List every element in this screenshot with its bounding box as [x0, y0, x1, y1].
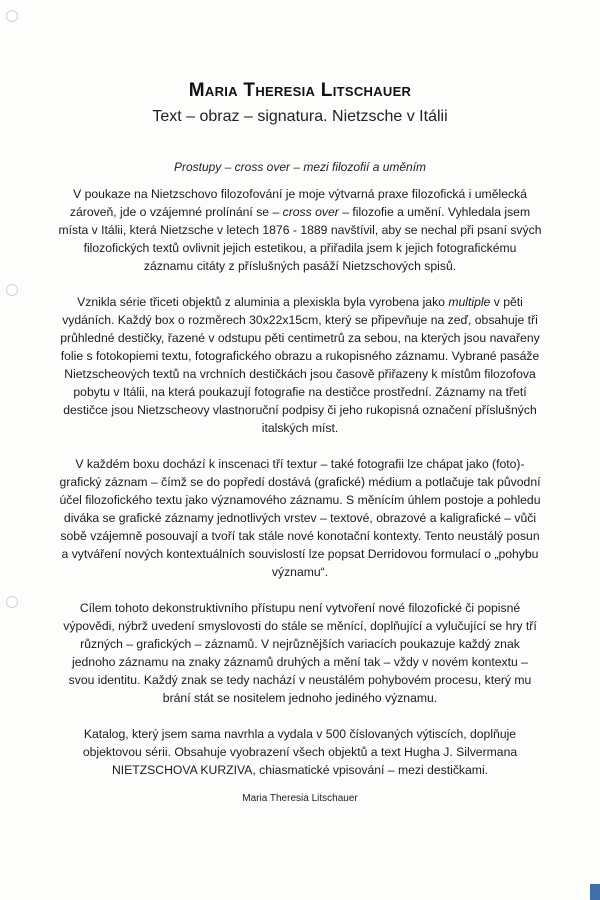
paragraph-text: Cílem tohoto dekonstruktivního přístupu není vytvoření nové filozofické či popisné výpovědi, nýbrž uvedení smyslovosti do stále se měnící, doplňující a vylučující se hry tří různých – grafických – záznamů. V nejrůznějších variacích poukazuje každý znak jednoho záznamu na znaky záznamů druhých a mění tak – vždy v novém kontextu – svou identitu. Každý znak se tedy nachází v neustálém pohybovém procesu, který mu brání stát se nositelem jednoho jediného významu. [63, 601, 537, 705]
paragraph-text: Vznikla série třiceti objektů z aluminia a plexiskla byla vyrobena jako [77, 295, 449, 309]
paragraph [58, 599, 542, 707]
paragraph [58, 185, 542, 275]
punch-hole [6, 596, 18, 608]
scan-edge-mark [590, 884, 600, 900]
document-subtitle: Prostupy – cross over – mezi filozofií a uměním [173, 160, 427, 174]
paragraph-text: v pěti vydáních. Každý box o rozměrech 30x22x15cm, který se připevňuje na zeď, obsahuje tři průhledné destičky, řazené v odstupu pěti centimetrů za sebou, na kterých jsou navařeny folie s fotokopiemi textu, fotografického obrazu a rukopisného záznamu. Vybrané pasáže Nietzscheových textů na vrchních destičkách jsou časově přiřazeny k místům filozofova pobytu v Itálii, na která poukazují fotografie na destičce prostřední. Záznamy na třetí destičce jsou Nietzscheovy vlastnoruční podpisy či jeho rukopisná označení příslušných italských míst. [60, 295, 540, 435]
paragraph [58, 725, 542, 779]
document-body [58, 185, 542, 797]
signature: Maria Theresia Litschauer [242, 793, 358, 804]
document-header [0, 80, 600, 126]
paragraph-text: V každém boxu dochází k inscenaci tří textur – také fotografii lze chápat jako (foto)-grafický záznam – čímž se do popředí dostává (grafické) médium a potlačuje tak původní účel filozofického textu jako významového záznamu. S měnícím úhlem postoje a pohledu diváka se grafické záznamy jednotlivých vrstev – textové, obrazové a kaligrafické – vůči sobě vzájemně posouvají a tvoří tak stále nové konotační kontexty. Tento neustálý posun a vytváření nových kontextuálních souvislostí lze popsat Derridovou formulací o „pohybu významu“. [59, 457, 541, 579]
paragraph [58, 293, 542, 437]
paragraph-text: – filozofie a umění. Vyhledala jsem místa v Itálii, která Nietzsche v letech 1876 - 1889 navštívil, aby se nechal při psaní svých filozofických textů ovlivnit jejich estetikou, a přiřadila jsem k jejich fotografickému záznamu citáty z příslušných pasáží Nietzschových spisů. [58, 205, 542, 273]
paragraph-text: Katalog, který jsem sama navrhla a vydala v 500 číslovaných výtiscích, doplňuje objektovou sérii. Obsahuje vyobrazení všech objektů a text Hugha J. Silvermana NIETZSCHOVA KURZIVA, chiasmatické vpisování – mezi destičkami. [82, 727, 518, 777]
paragraph-emphasis: multiple [448, 295, 491, 309]
punch-hole [6, 10, 18, 22]
paragraph [58, 455, 542, 581]
punch-hole [6, 284, 18, 296]
author-name: Maria Theresia Litschauer [188, 80, 412, 101]
document-title: Text – obraz – signatura. Nietzsche v Itálii [152, 108, 448, 125]
paragraph-text: V poukaze na Nietzschovo filozofování je moje výtvarná praxe filozofická i umělecká zároveň, jde o vzájemné prolínání se – [69, 187, 527, 219]
paragraph-emphasis: cross over [282, 205, 339, 219]
